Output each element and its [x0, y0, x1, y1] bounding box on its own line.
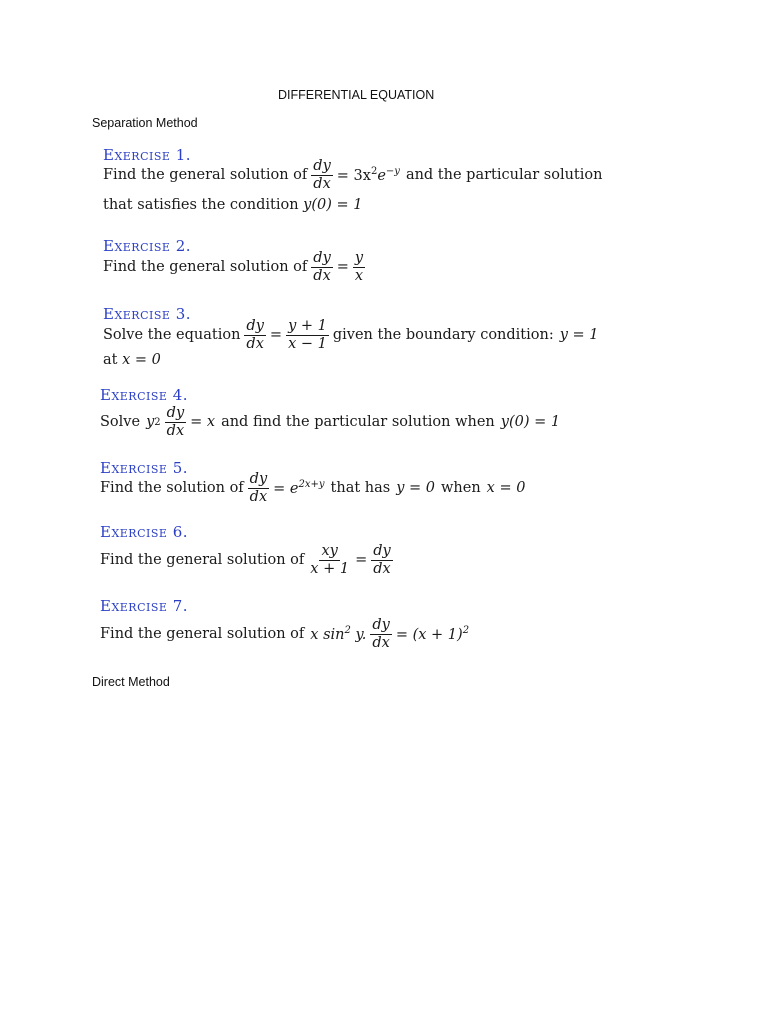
exercise-1-condition: that satisfies the condition y(0) = 1: [103, 197, 363, 213]
exercise-4-statement: Solve y 2 $\frac{dy}{dx}$ = x and find the particular solution when y(0) = 1: [100, 405, 561, 439]
exercise-3-title: Exercise 3.: [103, 305, 191, 323]
exercise-6-statement: Find the general solution of $\frac{xy}{x + 1}$ = $\frac{dy}{dx}$: [100, 543, 391, 577]
fraction: $\frac{y + 1}{x - 1}$: [288, 318, 327, 352]
exercise-5-statement: Find the solution of $\frac{dy}{dx}$ = $e^{2x+y}$ that has y = 0 when x = 0: [100, 471, 526, 505]
exercise-3-statement: Solve the equation $\frac{dy}{dx}$ = $\frac{y + 1}{x - 1}$ given the boundary condition: y = 1: [103, 318, 599, 352]
exercise-1-statement: Find the general solution of $\frac{dy}{dx}$ = $3x^2e^{-y}$ and the particular solution: [103, 158, 603, 192]
fraction: $\frac{dy}{dx}$: [373, 543, 391, 577]
fraction: $\frac{dy}{dx}$: [246, 318, 264, 352]
exercise-3-condition: at x = 0: [103, 352, 161, 368]
exercise-2-title: Exercise 2.: [103, 237, 191, 255]
exercise-5-title: Exercise 5.: [100, 459, 188, 477]
section-heading-separation: Separation Method: [92, 116, 198, 130]
fraction: $\frac{dy}{dx}$: [313, 158, 331, 192]
fraction: $\frac{xy}{x + 1}$: [310, 543, 350, 577]
fraction: $\frac{dy}{dx}$: [166, 405, 185, 439]
exercise-7-statement: Find the general solution of x $\sin^2 y$. $\frac{dy}{dx}$ = $(x + 1)^2$: [100, 617, 470, 651]
page-title: DIFFERENTIAL EQUATION: [278, 88, 435, 102]
fraction: $\frac{y}{x}$: [354, 250, 364, 284]
exercise-2-statement: Find the general solution of $\frac{dy}{dx}$ = $\frac{y}{x}$: [103, 250, 364, 284]
exercise-6-title: Exercise 6.: [100, 523, 188, 541]
fraction: $\frac{dy}{dx}$: [249, 471, 268, 505]
exercise-7-title: Exercise 7.: [100, 597, 188, 615]
fraction: $\frac{dy}{dx}$: [313, 250, 331, 284]
fraction: $\frac{dy}{dx}$: [372, 617, 390, 651]
section-heading-direct: Direct Method: [92, 675, 170, 689]
exercise-1-title: Exercise 1.: [103, 146, 191, 164]
exercise-4-title: Exercise 4.: [100, 386, 188, 404]
